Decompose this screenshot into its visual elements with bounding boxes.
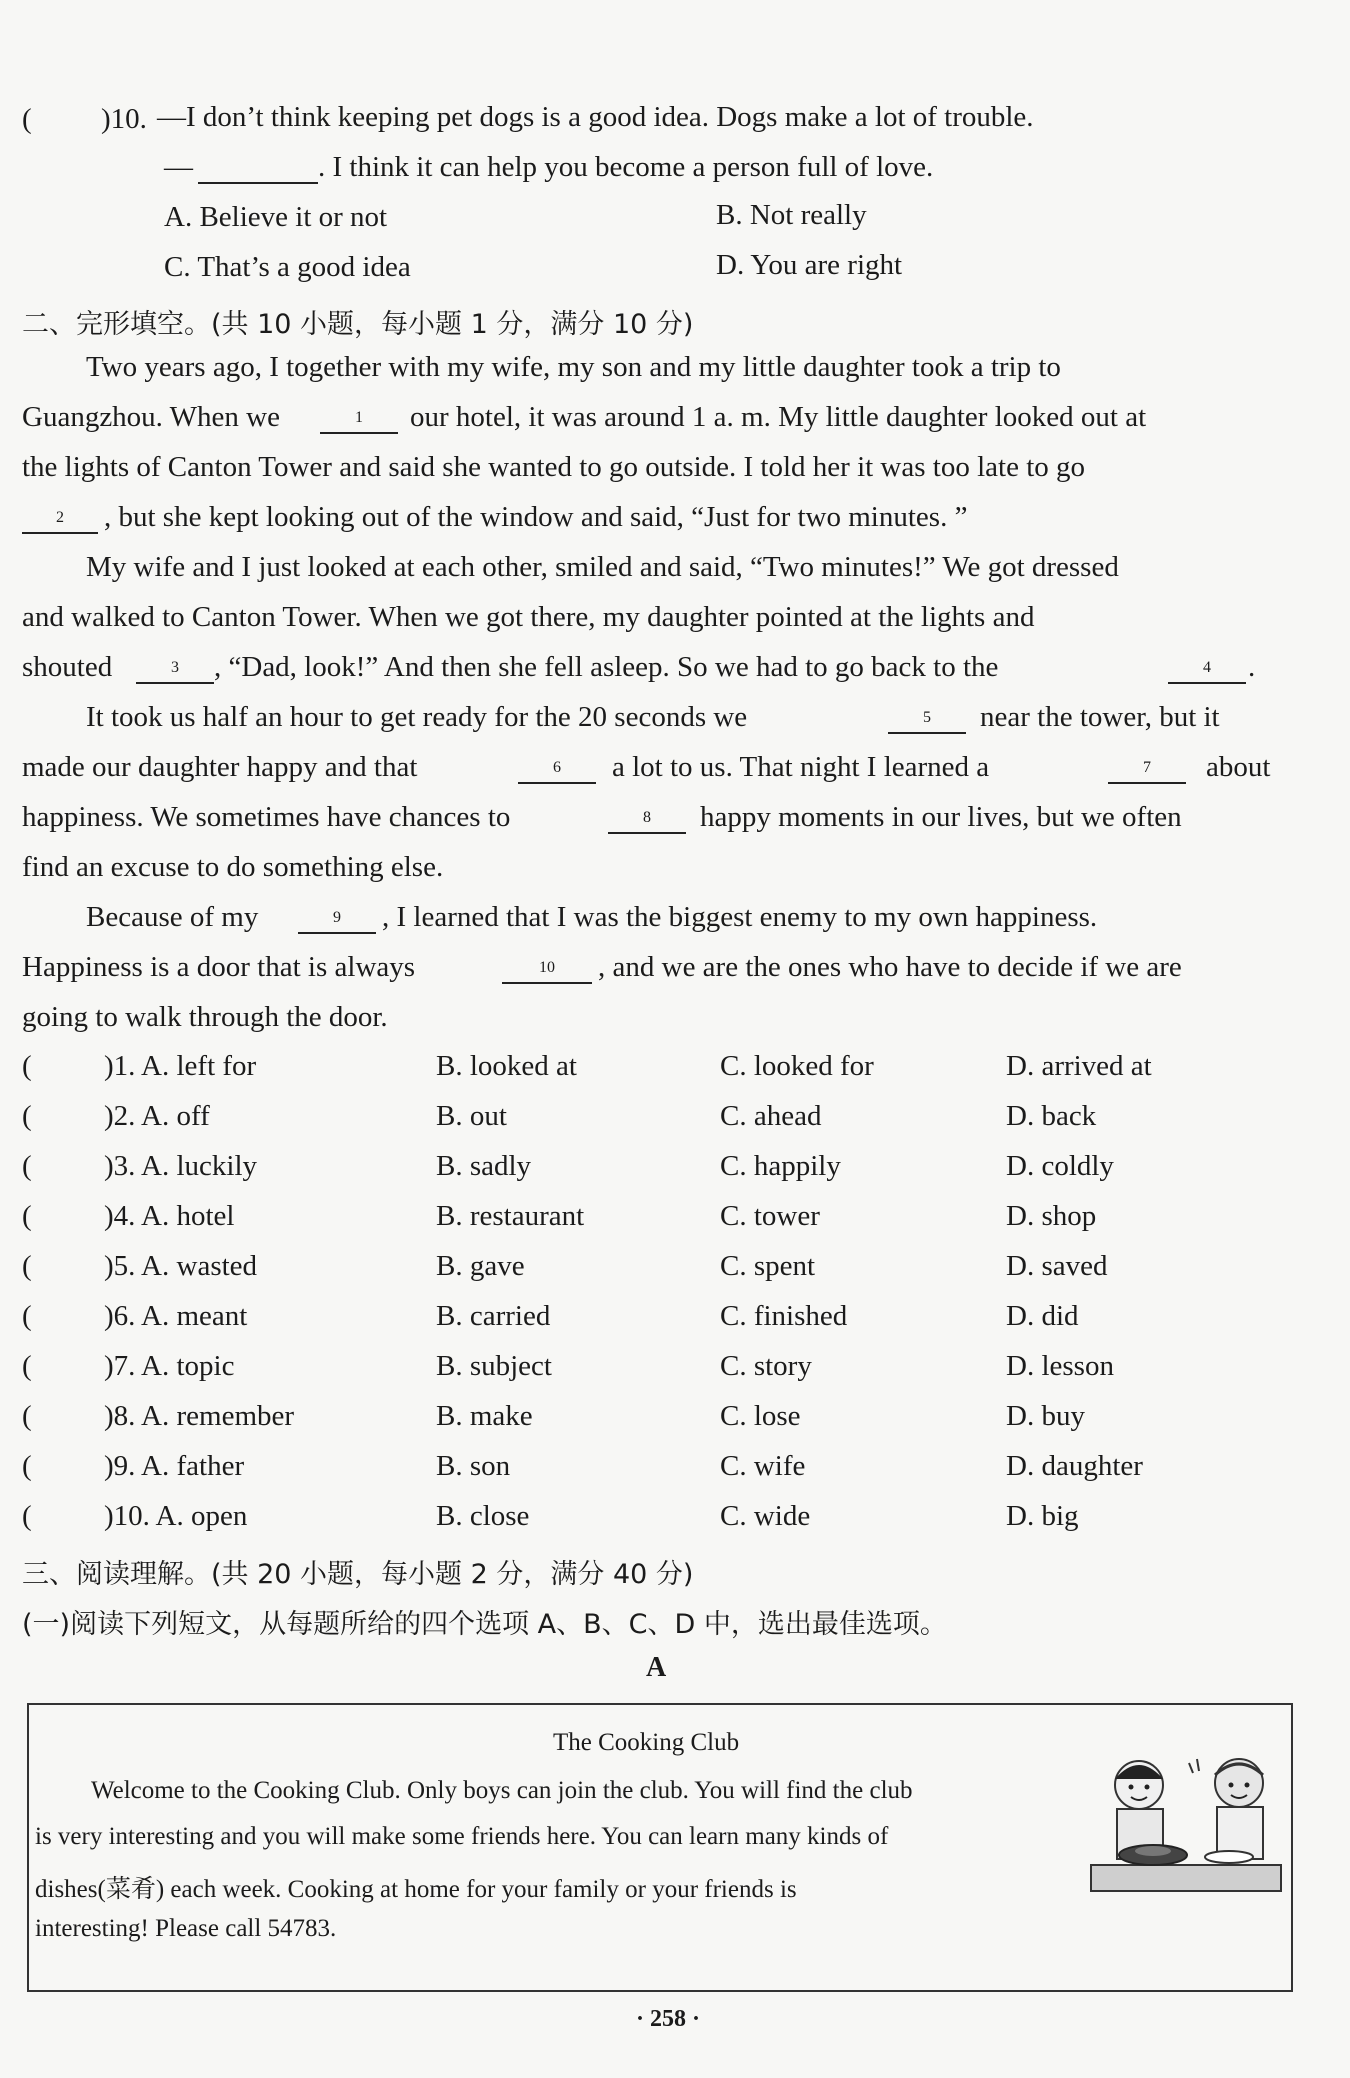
passage-line: and walked to Canton Tower. When we got there, my daughter pointed at the lights and	[22, 601, 1035, 633]
option-c[interactable]: C. lose	[720, 1400, 801, 1432]
cloze-blank-6[interactable]: 6	[518, 752, 596, 784]
option-c[interactable]: C. looked for	[720, 1050, 874, 1082]
option-b[interactable]: B. gave	[436, 1250, 525, 1282]
option-row: ( )1. A. left for B. looked at C. looked for D. arrived at	[22, 1050, 1152, 1082]
option-a[interactable]: )4. A. hotel	[104, 1200, 235, 1232]
option-d[interactable]: D. saved	[1006, 1250, 1108, 1282]
option-c: C. That’s a good idea	[164, 251, 411, 283]
option-b[interactable]: B. carried	[436, 1300, 551, 1332]
option-d: D. You are right	[716, 249, 903, 281]
option-b[interactable]: B. son	[436, 1450, 511, 1482]
passage-line: made our daughter happy and that	[22, 751, 418, 783]
notice-line: interesting! Please call 54783.	[35, 1915, 337, 1942]
passage-line: a lot to us. That night I learned a	[612, 751, 990, 783]
option-row: ( )3. A. luckily B. sadly C. happily D. coldly	[22, 1150, 1114, 1182]
reply-dash: —	[164, 151, 193, 183]
option-a[interactable]: )2. A. off	[104, 1100, 210, 1132]
option-a[interactable]: )6. A. meant	[104, 1300, 248, 1332]
option-d[interactable]: D. shop	[1006, 1200, 1097, 1232]
option-c[interactable]: C. wife	[720, 1450, 806, 1482]
option-b: B. Not really	[716, 199, 867, 231]
option-a[interactable]: )9. A. father	[104, 1450, 245, 1482]
option-b[interactable]: B. subject	[436, 1350, 552, 1382]
option-d[interactable]: D. back	[1006, 1100, 1097, 1132]
passage-letter: A	[646, 1652, 667, 1683]
passage-line: our hotel, it was around 1 a. m. My little daughter looked out at	[410, 401, 1147, 433]
answer-paren: (	[22, 103, 32, 135]
cooking-kids-illustration	[1089, 1745, 1285, 1895]
option-row: ( )10. A. open B. close C. wide D. big	[22, 1500, 1079, 1532]
passage-line: It took us half an hour to get ready for the 20 seconds we	[86, 701, 748, 733]
option-b[interactable]: B. restaurant	[436, 1200, 585, 1232]
option-d[interactable]: D. arrived at	[1006, 1050, 1152, 1082]
passage-line: shouted	[22, 651, 113, 683]
option-a[interactable]: )8. A. remember	[104, 1400, 295, 1432]
cloze-blank-5[interactable]: 5	[888, 702, 966, 734]
option-c[interactable]: C. spent	[720, 1250, 816, 1282]
notice-title: The Cooking Club	[553, 1729, 740, 1756]
passage-line: near the tower, but it	[980, 701, 1220, 733]
section-heading: 二、完形填空。(共 10 小题，每小题 1 分，满分 10 分)	[22, 309, 694, 340]
option-a[interactable]: )7. A. topic	[104, 1350, 235, 1382]
page-number: · 258 ·	[636, 2006, 701, 2032]
option-a: A. Believe it or not	[164, 201, 388, 233]
passage-line: Guangzhou. When we	[22, 401, 280, 433]
passage-line: Two years ago, I together with my wife, my son and my little daughter took a trip to	[86, 351, 1061, 383]
notice-line: dishes(菜肴) each week. Cooking at home for your family or your friends is	[35, 1876, 797, 1903]
passage-line: My wife and I just looked at each other, smiled and said, “Two minutes!” We got dressed	[86, 551, 1119, 583]
cloze-blank-4[interactable]: 4	[1168, 652, 1246, 684]
option-b[interactable]: B. make	[436, 1400, 533, 1432]
option-c[interactable]: C. tower	[720, 1200, 820, 1232]
passage-line: , and we are the ones who have to decide if we are	[598, 951, 1182, 983]
option-c[interactable]: C. wide	[720, 1500, 811, 1532]
option-d[interactable]: D. buy	[1006, 1400, 1085, 1432]
question-stem: —I don’t think keeping pet dogs is a good idea. Dogs make a lot of trouble.	[157, 101, 1034, 133]
passage-line: Happiness is a door that is always	[22, 951, 416, 983]
passage-line: , I learned that I was the biggest enemy to my own happiness.	[382, 901, 1098, 933]
option-a[interactable]: )1. A. left for	[104, 1050, 257, 1082]
passage-line: about	[1206, 751, 1271, 783]
section-subheading: (一)阅读下列短文，从每题所给的四个选项 A、B、C、D 中，选出最佳选项。	[22, 1609, 947, 1640]
option-a[interactable]: )3. A. luckily	[104, 1150, 258, 1182]
cloze-blank-2[interactable]: 2	[22, 502, 98, 534]
option-b[interactable]: B. looked at	[436, 1050, 577, 1082]
passage-line: happiness. We sometimes have chances to	[22, 801, 511, 833]
passage-line: Because of my	[86, 901, 259, 933]
passage-line: , but she kept looking out of the window and said, “Just for two minutes. ”	[104, 501, 968, 533]
passage-line: happy moments in our lives, but we often	[700, 801, 1182, 833]
cloze-blank-1[interactable]: 1	[320, 402, 398, 434]
notice-line: is very interesting and you will make some friends here. You can learn many kinds of	[35, 1823, 889, 1850]
option-b[interactable]: B. close	[436, 1500, 530, 1532]
option-d[interactable]: D. coldly	[1006, 1150, 1114, 1182]
cloze-blank-7[interactable]: 7	[1108, 752, 1186, 784]
option-a[interactable]: )10. A. open	[104, 1500, 248, 1532]
option-c[interactable]: C. story	[720, 1350, 812, 1382]
passage-line: going to walk through the door.	[22, 1001, 388, 1033]
section-heading: 三、阅读理解。(共 20 小题，每小题 2 分，满分 40 分)	[22, 1559, 694, 1590]
option-row: ( )4. A. hotel B. restaurant C. tower D. shop	[22, 1200, 1097, 1232]
cloze-blank-3[interactable]: 3	[136, 652, 214, 684]
option-row: ( )7. A. topic B. subject C. story D. lesson	[22, 1350, 1114, 1382]
option-b[interactable]: B. sadly	[436, 1150, 532, 1182]
option-row: ( )5. A. wasted B. gave C. spent D. saved	[22, 1250, 1108, 1282]
option-d[interactable]: D. big	[1006, 1500, 1079, 1532]
option-row: ( )2. A. off B. out C. ahead D. back	[22, 1100, 1097, 1132]
option-c[interactable]: C. finished	[720, 1300, 848, 1332]
option-row: ( )9. A. father B. son C. wife D. daughter	[22, 1450, 1143, 1482]
option-d[interactable]: D. did	[1006, 1300, 1079, 1332]
option-d[interactable]: D. daughter	[1006, 1450, 1143, 1482]
passage-line: find an excuse to do something else.	[22, 851, 444, 883]
option-row: ( )8. A. remember B. make C. lose D. buy	[22, 1400, 1085, 1432]
answer-blank[interactable]	[198, 152, 318, 184]
notice-box	[27, 1703, 1293, 1992]
reply-text: . I think it can help you become a person full of love.	[318, 151, 934, 183]
option-b[interactable]: B. out	[436, 1100, 507, 1132]
option-a[interactable]: )5. A. wasted	[104, 1250, 258, 1282]
cloze-blank-8[interactable]: 8	[608, 802, 686, 834]
passage-line: the lights of Canton Tower and said she wanted to go outside. I told her it was too late to go	[22, 451, 1086, 483]
cloze-blank-9[interactable]: 9	[298, 902, 376, 934]
option-d[interactable]: D. lesson	[1006, 1350, 1114, 1382]
notice-line: Welcome to the Cooking Club. Only boys can join the club. You will find the club	[91, 1777, 913, 1804]
question-number: )10.	[101, 103, 147, 135]
option-row: ( )6. A. meant B. carried C. finished D. did	[22, 1300, 1079, 1332]
cloze-blank-10[interactable]: 10	[502, 952, 592, 984]
passage-line: , “Dad, look!” And then she fell asleep. So we had to go back to the	[214, 651, 999, 683]
option-c[interactable]: C. ahead	[720, 1100, 822, 1132]
passage-line: .	[1248, 651, 1256, 683]
option-c[interactable]: C. happily	[720, 1150, 841, 1182]
